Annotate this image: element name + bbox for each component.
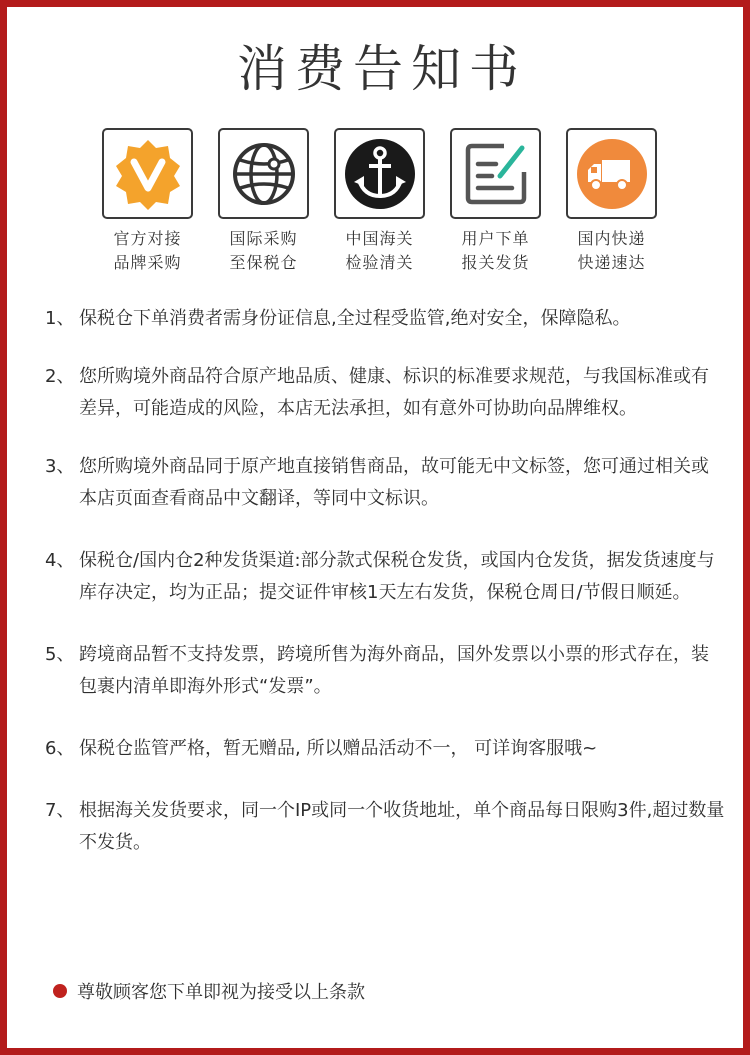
order-pen-icon [460,138,532,210]
item-number: 7、 [45,800,75,821]
item-text: 根据海关发货要求，同一个IP或同一个收货地址，单个商品每日限购3件,超过数量不发货。 [79,800,725,853]
list-item [45,451,725,515]
icon-label-line2: 至保税仓 [229,253,298,272]
icon-label-line1: 官方对接 [113,229,182,248]
list-item [45,361,725,425]
icon-label-line1: 用户下单 [461,229,530,248]
icon-col-official [101,128,194,275]
bullet-dot-icon [53,984,67,998]
icon-label-official [113,227,181,275]
icon-box-globe [218,128,309,219]
item-text: 保税仓监管严格，暂无赠品, 所以赠品活动不一， 可详询客服哦~ [79,738,598,759]
notice-list [45,303,725,859]
list-item [45,733,725,765]
icon-label-line1: 国内快递 [577,229,646,248]
list-item [45,639,725,703]
icon-label-line1: 国际采购 [229,229,298,248]
item-number: 3、 [45,456,75,477]
icon-box-official [102,128,193,219]
footer-note [53,978,365,1004]
icon-label-truck [577,227,645,275]
icon-label-globe [229,227,297,275]
icon-box-anchor [334,128,425,219]
item-text: 跨境商品暂不支持发票，跨境所售为海外商品，国外发票以小票的形式存在，装包裹内清单即海外形式“发票”。 [79,644,709,697]
icon-col-globe [217,128,310,275]
process-icons [101,128,658,275]
item-number: 4、 [45,550,75,571]
list-item [45,303,725,335]
item-text: 您所购境外商品符合原产地品质、健康、标识的标准要求规范，与我国标准或有差异，可能造成的风险，本店无法承担，如有意外可协助向品牌维权。 [79,366,709,419]
icon-label-order [461,227,529,275]
icon-label-line2: 快递速达 [577,253,646,272]
item-number: 1、 [45,308,75,329]
icon-label-line1: 中国海关 [345,229,414,248]
icon-col-anchor [333,128,426,275]
footer-text: 尊敬顾客您下单即视为接受以上条款 [77,982,365,1003]
anchor-icon [342,136,418,212]
icon-col-order [449,128,542,275]
item-number: 5、 [45,644,75,665]
verified-v-icon [110,136,186,212]
list-item [45,795,725,859]
icon-col-truck [565,128,658,275]
item-number: 6、 [45,738,75,759]
icon-label-anchor [345,227,413,275]
delivery-truck-icon [574,136,650,212]
item-text: 您所购境外商品同于原产地直接销售商品，故可能无中文标签，您可通过相关或本店页面查看商品中文翻译，等同中文标识。 [79,456,709,509]
list-item [45,545,725,609]
item-text: 保税仓下单消费者需身份证信息,全过程受监管,绝对安全，保障隐私。 [79,308,631,329]
icon-label-line2: 检验清关 [345,253,414,272]
globe-icon [228,138,300,210]
item-text: 保税仓/国内仓2种发货渠道:部分款式保税仓发货，或国内仓发货，据发货速度与库存决定，均为正品；提交证件审核1天左右发货，保税仓周日/节假日顺延。 [79,550,715,603]
item-number: 2、 [45,366,75,387]
icon-label-line2: 报关发货 [461,253,530,272]
icon-box-order [450,128,541,219]
icon-label-line2: 品牌采购 [113,253,182,272]
icon-box-truck [566,128,657,219]
page-title: 消费告知书 [237,40,527,98]
